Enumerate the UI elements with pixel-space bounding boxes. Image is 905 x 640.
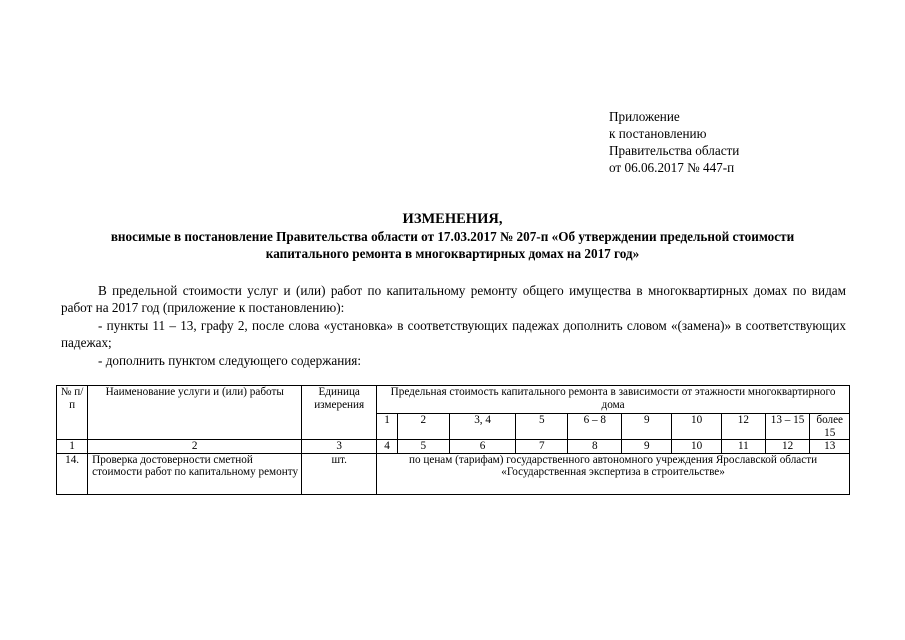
header-name: Наименование услуги и (или) работы — [88, 386, 302, 440]
colnum-cell: 10 — [672, 440, 722, 454]
header-num: № п/п — [57, 386, 88, 440]
appendix-line-4: от 06.06.2017 № 447-п — [609, 160, 735, 175]
table-colnum-row — [57, 440, 850, 454]
colnum-cell: 13 — [810, 440, 850, 454]
colnum-cell: 12 — [765, 440, 810, 454]
appendix-line-3: Правительства области — [609, 143, 740, 158]
heading-line-3: капитального ремонта в многоквартирных домах на 2017 год» — [265, 246, 640, 261]
row-price: по ценам (тарифам) государственного автономного учреждения Ярославской области «Государственная экспертиза в строительстве» — [377, 453, 850, 494]
colnum-cell: 3 — [302, 440, 377, 454]
row-num: 14. — [57, 453, 88, 494]
appendix-block — [609, 108, 739, 176]
colnum-cell: 5 — [397, 440, 449, 454]
floor-cell: 1 — [377, 414, 398, 440]
paragraph-3: - дополнить пунктом следующего содержания: — [98, 352, 362, 368]
colnum-cell: 4 — [377, 440, 398, 454]
floor-cell: 6 – 8 — [568, 414, 622, 440]
colnum-cell: 2 — [88, 440, 302, 454]
table-header-row — [57, 386, 850, 414]
document-heading — [0, 211, 905, 262]
table-row — [57, 453, 850, 494]
floor-cell: более 15 — [810, 414, 850, 440]
floor-cell: 5 — [516, 414, 568, 440]
row-unit: шт. — [302, 453, 377, 494]
floor-cell: 2 — [397, 414, 449, 440]
colnum-cell: 6 — [449, 440, 516, 454]
paragraph-2: - пункты 11 – 13, графу 2, после слова «установка» в соответствующих падежах дополнить словом «(замена)» в соответствующих падежах; — [61, 317, 846, 351]
row-name: Проверка достоверности сметной стоимости работ по капитальному ремонту — [88, 453, 302, 494]
appendix-line-2: к постановлению — [609, 126, 707, 141]
floor-cell: 13 – 15 — [765, 414, 810, 440]
header-unit: Единица измерения — [302, 386, 377, 440]
floor-cell: 3, 4 — [449, 414, 516, 440]
paragraph-1: В предельной стоимости услуг и (или) работ по капитальному ремонту общего имущества в многоквартирных домах по видам работ на 2017 год (приложение к постановлению): — [61, 283, 846, 316]
appendix-line-1: Приложение — [609, 109, 680, 124]
floor-cell: 12 — [722, 414, 766, 440]
floor-cell: 10 — [672, 414, 722, 440]
colnum-cell: 7 — [516, 440, 568, 454]
colnum-cell: 9 — [622, 440, 672, 454]
heading-title: ИЗМЕНЕНИЯ, — [402, 211, 503, 227]
colnum-cell: 11 — [722, 440, 766, 454]
heading-line-2: вносимые в постановление Правительства области от 17.03.2017 № 207-п «Об утверждении предельной стоимости — [110, 229, 795, 244]
colnum-cell: 8 — [568, 440, 622, 454]
body-text — [61, 282, 846, 369]
floor-cell: 9 — [622, 414, 672, 440]
price-table — [56, 385, 850, 495]
colnum-cell: 1 — [57, 440, 88, 454]
header-price: Предельная стоимость капитального ремонта в зависимости от этажности многоквартирного дома — [377, 386, 850, 414]
